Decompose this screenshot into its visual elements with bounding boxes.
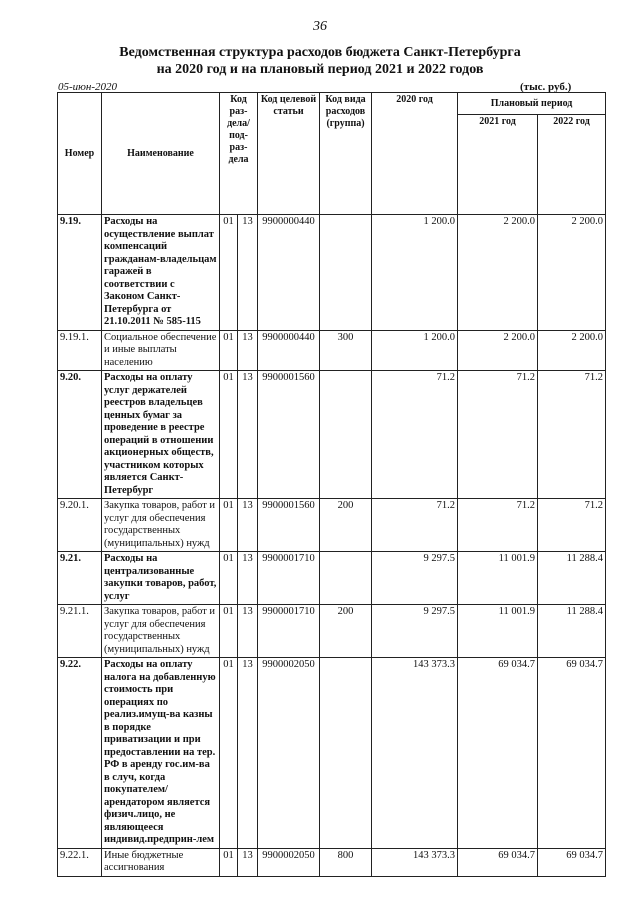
row-target-code: 9900002050 bbox=[258, 658, 320, 849]
row-section: 01 bbox=[220, 499, 238, 552]
row-value-2021: 11 001.9 bbox=[458, 552, 538, 605]
row-value-2021: 71.2 bbox=[458, 499, 538, 552]
row-expense-type: 200 bbox=[320, 499, 372, 552]
header-expense-type: Код вида расходов (группа) bbox=[320, 93, 372, 215]
row-subsection: 13 bbox=[238, 848, 258, 876]
row-name: Закупка товаров, работ и услуг для обеспечения государственных (муниципальных) нужд bbox=[102, 499, 220, 552]
row-value-2022: 71.2 bbox=[538, 371, 606, 499]
row-value-2021: 69 034.7 bbox=[458, 848, 538, 876]
header-2020: 2020 год bbox=[372, 93, 458, 215]
row-value-2020: 9 297.5 bbox=[372, 605, 458, 658]
page-number: 36 bbox=[313, 19, 327, 34]
row-value-2021: 71.2 bbox=[458, 371, 538, 499]
row-number: 9.21.1. bbox=[58, 605, 102, 658]
table-row bbox=[58, 658, 606, 849]
row-value-2022: 2 200.0 bbox=[538, 330, 606, 371]
row-number: 9.19. bbox=[58, 215, 102, 331]
row-value-2020: 9 297.5 bbox=[372, 552, 458, 605]
row-value-2020: 143 373.3 bbox=[372, 658, 458, 849]
row-number: 9.22.1. bbox=[58, 848, 102, 876]
table-row bbox=[58, 605, 606, 658]
row-target-code: 9900002050 bbox=[258, 848, 320, 876]
row-name: Иные бюджетные ассигнования bbox=[102, 848, 220, 876]
row-value-2020: 71.2 bbox=[372, 499, 458, 552]
row-expense-type bbox=[320, 215, 372, 331]
row-value-2020: 1 200.0 bbox=[372, 215, 458, 331]
table-row bbox=[58, 215, 606, 331]
row-expense-type bbox=[320, 552, 372, 605]
row-target-code: 9900001710 bbox=[258, 552, 320, 605]
row-value-2020: 143 373.3 bbox=[372, 848, 458, 876]
row-value-2022: 71.2 bbox=[538, 499, 606, 552]
header-2021: 2021 год bbox=[458, 115, 538, 215]
row-subsection: 13 bbox=[238, 371, 258, 499]
row-name: Расходы на осуществление выплат компенсаций гражданам-владельцам гаражей в соответствии с Законом Санкт-Петербурга от 21.10.2011 № 585-115 bbox=[102, 215, 220, 331]
row-section: 01 bbox=[220, 552, 238, 605]
row-target-code: 9900001560 bbox=[258, 499, 320, 552]
title-line-1: Ведомственная структура расходов бюджета Санкт-Петербурга bbox=[119, 45, 521, 60]
table-row bbox=[58, 552, 606, 605]
row-expense-type: 200 bbox=[320, 605, 372, 658]
row-value-2021: 2 200.0 bbox=[458, 330, 538, 371]
document-date: 05-июн-2020 bbox=[58, 81, 118, 93]
header-name: Наименование bbox=[102, 93, 220, 215]
row-expense-type: 800 bbox=[320, 848, 372, 876]
table-row bbox=[58, 848, 606, 876]
row-expense-type bbox=[320, 658, 372, 849]
row-section: 01 bbox=[220, 848, 238, 876]
row-target-code: 9900001560 bbox=[258, 371, 320, 499]
table-row bbox=[58, 499, 606, 552]
row-value-2020: 71.2 bbox=[372, 371, 458, 499]
title-line-2: на 2020 год и на плановый период 2021 и 2022 годов bbox=[156, 62, 484, 77]
row-expense-type: 300 bbox=[320, 330, 372, 371]
header-2022: 2022 год bbox=[538, 115, 606, 215]
table-row bbox=[58, 371, 606, 499]
row-subsection: 13 bbox=[238, 499, 258, 552]
row-section: 01 bbox=[220, 658, 238, 849]
row-section: 01 bbox=[220, 371, 238, 499]
table-body bbox=[58, 215, 606, 877]
row-value-2020: 1 200.0 bbox=[372, 330, 458, 371]
row-subsection: 13 bbox=[238, 330, 258, 371]
row-name: Расходы на централизованные закупки товаров, работ, услуг bbox=[102, 552, 220, 605]
row-value-2022: 2 200.0 bbox=[538, 215, 606, 331]
row-number: 9.19.1. bbox=[58, 330, 102, 371]
row-value-2021: 11 001.9 bbox=[458, 605, 538, 658]
row-target-code: 9900000440 bbox=[258, 215, 320, 331]
header-number: Номер bbox=[58, 93, 102, 215]
row-name: Расходы на оплату налога на добавленную стоимость при операциях по реализ.имущ-ва казны в порядке приватизации и при предоставлении на тер. РФ в аренду гос.им-ва в случ, когда покупателем/арендатором является физич.лицо, не являющееся индивид.предприн-лем bbox=[102, 658, 220, 849]
row-section: 01 bbox=[220, 215, 238, 331]
row-value-2022: 69 034.7 bbox=[538, 848, 606, 876]
units-label: (тыс. руб.) bbox=[520, 81, 572, 93]
table-row bbox=[58, 330, 606, 371]
budget-table bbox=[57, 92, 606, 877]
row-section: 01 bbox=[220, 330, 238, 371]
row-section: 01 bbox=[220, 605, 238, 658]
row-name: Закупка товаров, работ и услуг для обеспечения государственных (муниципальных) нужд bbox=[102, 605, 220, 658]
row-name: Расходы на оплату услуг держателей реестров владельцев ценных бумаг за проведение в реестре операций в отношении акционерных обществ, участником которых является Санкт-Петербург bbox=[102, 371, 220, 499]
row-subsection: 13 bbox=[238, 215, 258, 331]
row-value-2021: 2 200.0 bbox=[458, 215, 538, 331]
row-number: 9.20.1. bbox=[58, 499, 102, 552]
row-number: 9.20. bbox=[58, 371, 102, 499]
row-number: 9.22. bbox=[58, 658, 102, 849]
row-subsection: 13 bbox=[238, 552, 258, 605]
row-subsection: 13 bbox=[238, 658, 258, 849]
row-number: 9.21. bbox=[58, 552, 102, 605]
header-target: Код целевой статьи bbox=[258, 93, 320, 215]
header-section: Код раз-дела/ под-раз-дела bbox=[220, 93, 258, 215]
row-value-2021: 69 034.7 bbox=[458, 658, 538, 849]
row-expense-type bbox=[320, 371, 372, 499]
row-target-code: 9900000440 bbox=[258, 330, 320, 371]
row-target-code: 9900001710 bbox=[258, 605, 320, 658]
row-value-2022: 11 288.4 bbox=[538, 552, 606, 605]
row-value-2022: 69 034.7 bbox=[538, 658, 606, 849]
page-title bbox=[0, 44, 640, 78]
row-name: Социальное обеспечение и иные выплаты населению bbox=[102, 330, 220, 371]
header-planned-period: Плановый период bbox=[458, 93, 606, 115]
row-subsection: 13 bbox=[238, 605, 258, 658]
row-value-2022: 11 288.4 bbox=[538, 605, 606, 658]
